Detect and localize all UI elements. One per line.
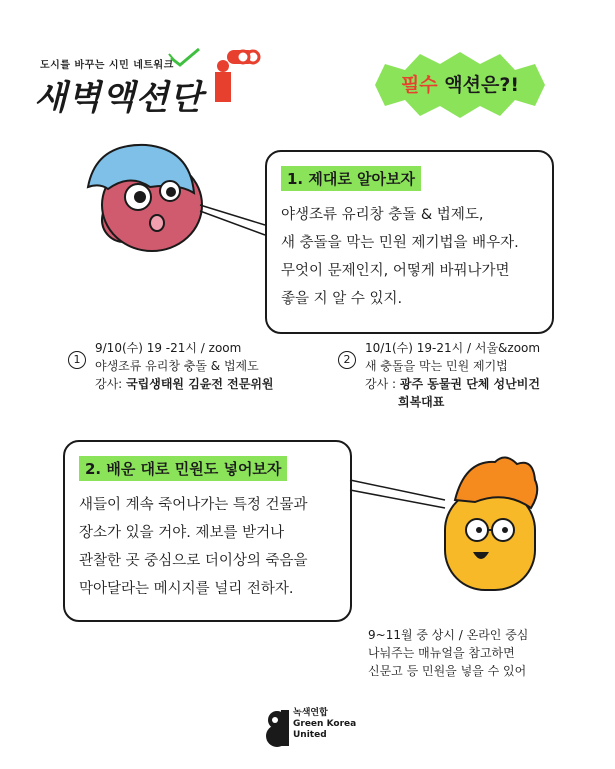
logo-title: 새벽액션단 (34, 78, 204, 118)
action1-line: 무엇이 문제인지, 어떻게 바꿔나가면 (281, 263, 510, 279)
action2-schedule: 9~11월 중 상시 / 온라인 중심 (368, 628, 529, 642)
binoculars-person-icon (205, 44, 265, 106)
blue-hair-character (60, 135, 270, 255)
session1-speaker-label: 강사: (95, 377, 123, 391)
action1-line: 새 충돌을 막는 민원 제기법을 배우자. (281, 235, 519, 251)
action2-line: 장소가 있을 거야. 제보를 받거나 (79, 525, 285, 541)
action1-line: 야생조류 유리창 충돌 & 법제도, (281, 207, 484, 223)
footer-english-1: Green Korea (293, 719, 357, 729)
action1-heading: 1. 제대로 알아보자 (281, 166, 421, 191)
action1-line: 좋을 지 알 수 있지. (281, 291, 403, 307)
session2-speaker-label: 강사 : (365, 377, 397, 391)
action2-line: 관찰한 곳 중심으로 더이상의 죽음을 (79, 553, 308, 569)
session1-number: 1 (68, 351, 86, 369)
checkmark-icon (168, 46, 202, 68)
session1-speaker: 국립생태원 김윤전 전문위원 (126, 377, 274, 391)
session2-topic: 새 충돌을 막는 민원 제기법 (365, 359, 508, 373)
action2-line: 새들이 계속 죽어나가는 특정 건물과 (79, 497, 308, 513)
session2-number: 2 (338, 351, 356, 369)
action2-info (368, 626, 528, 680)
required-action-label (365, 70, 555, 97)
action2-info-line: 나눠주는 매뉴얼을 참고하면 (368, 646, 515, 660)
action1-bubble (265, 150, 554, 334)
action2-line: 막아달라는 메시지를 널리 전하자. (79, 581, 294, 597)
logo-subtitle: 도시를 바꾸는 시민 네트워크 (40, 60, 174, 71)
orange-hair-character (345, 450, 545, 595)
footer-korean: 녹색연합 (293, 708, 328, 718)
green-korea-logo-icon (263, 708, 291, 748)
badge-black-text: 액션은?! (444, 74, 520, 96)
badge-red-text: 필수 (400, 74, 438, 96)
session1-date: 9/10(수) 19 -21시 / zoom (95, 341, 242, 355)
action2-info-line: 신문고 등 민원을 넣을 수 있어 (368, 664, 527, 678)
session1-info (95, 339, 274, 393)
footer-english-2: United (293, 730, 327, 740)
session1-topic: 야생조류 유리창 충돌 & 법제도 (95, 359, 259, 373)
action2-bubble (63, 440, 352, 622)
session2-speaker: 광주 동물권 단체 성난비건 (399, 377, 540, 391)
session2-date: 10/1(수) 19-21시 / 서울&zoom (365, 341, 541, 355)
session2-speaker-cont: 희복대표 (398, 395, 445, 409)
session2-info (365, 339, 540, 411)
action2-heading: 2. 배운 대로 민원도 넣어보자 (79, 456, 287, 481)
